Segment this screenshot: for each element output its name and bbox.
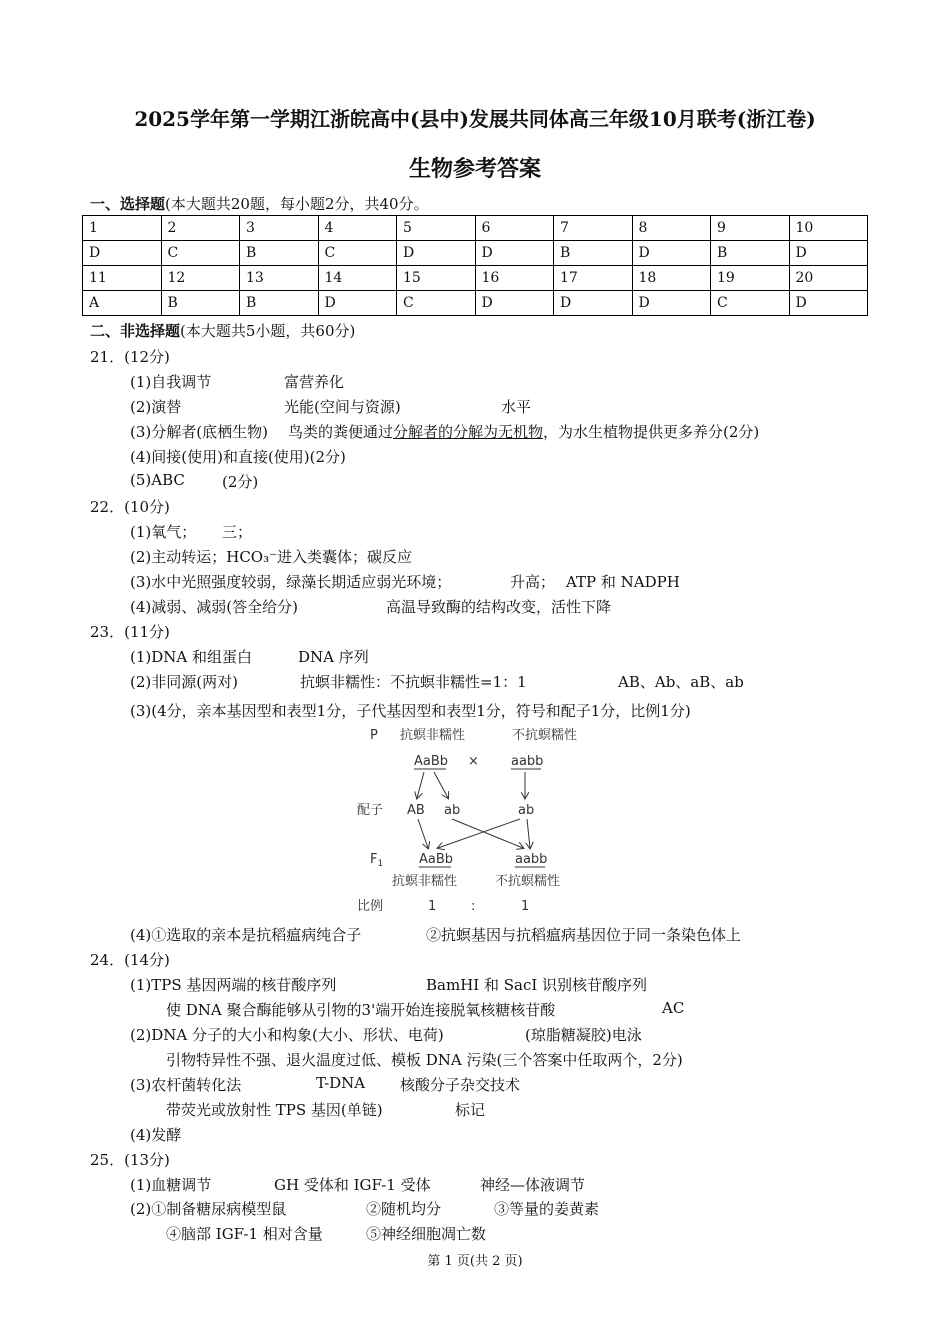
q21-3 <box>130 421 759 442</box>
part1-label: 一、选择题 <box>90 195 166 213</box>
q25-2d: ④脑部 IGF-1 相对含量 <box>166 1225 323 1243</box>
answer-table-cell: B <box>240 291 319 316</box>
answer-table-cell: B <box>711 241 790 266</box>
gamete-ab-1: ab <box>444 803 461 818</box>
child2-genotype: aabb <box>515 852 548 867</box>
answer-table-row <box>83 241 868 266</box>
q23-heading: 23．(11分) <box>90 623 170 641</box>
answer-table-cell: 17 <box>554 266 633 291</box>
part1-desc: (本大题共20题，每小题2分，共40分。 <box>165 195 429 213</box>
answer-table-cell: D <box>475 291 554 316</box>
answer-table-cell: D <box>789 241 868 266</box>
q21-3b: 鸟类的粪便通过 <box>287 423 393 441</box>
q21-3a: (3)分解者(底栖生物) <box>130 423 268 441</box>
q25-2b: ②随机均分 <box>366 1200 442 1218</box>
ratio-label: 比例 <box>357 899 384 914</box>
answer-table-cell: 13 <box>240 266 319 291</box>
answer-table-cell: 19 <box>711 266 790 291</box>
answer-table-cell: 14 <box>318 266 397 291</box>
part2-label: 二、非选择题 <box>90 322 181 340</box>
q24-2c: 引物特异性不强、退火温度过低、模板 DNA 污染(三个答案中任取两个，2分) <box>166 1051 683 1069</box>
q22-1a: (1)氧气； <box>130 523 197 541</box>
q22-4a: (4)减弱、减弱(答全给分) <box>130 598 298 616</box>
q24-4: (4)发酵 <box>130 1126 182 1144</box>
q21-2c: 水平 <box>501 398 532 416</box>
answer-table-cell: 20 <box>789 266 868 291</box>
answer-table-cell: 10 <box>789 216 868 241</box>
q21-2a: (2)演替 <box>130 398 182 416</box>
answer-table-cell: 4 <box>318 216 397 241</box>
answer-table-cell: 3 <box>240 216 319 241</box>
q22-3a: (3)水中光照强度较弱，绿藻长期适应弱光环境； <box>130 573 452 591</box>
answer-table-cell: C <box>161 241 240 266</box>
part1-heading <box>90 193 429 214</box>
answer-table-cell: D <box>318 291 397 316</box>
ratio-colon: : <box>471 899 476 914</box>
answer-table-cell: D <box>475 241 554 266</box>
q22-heading: 22．(10分) <box>90 498 170 516</box>
ratio-2: 1 <box>521 899 530 914</box>
answer-table-cell: 11 <box>83 266 162 291</box>
answer-table-cell: C <box>397 291 476 316</box>
answer-table-cell: 9 <box>711 216 790 241</box>
answer-table-cell: 6 <box>475 216 554 241</box>
q24-1a: (1)TPS 基因两端的核苷酸序列 <box>130 976 337 994</box>
answer-table-cell: C <box>318 241 397 266</box>
answer-table-cell: 5 <box>397 216 476 241</box>
q25-2a: (2)①制备糖尿病模型鼠 <box>130 1200 287 1218</box>
p-label: P <box>370 728 378 743</box>
q24-3e: 标记 <box>455 1101 486 1119</box>
answer-table-cell: 1 <box>83 216 162 241</box>
p2-genotype: aabb <box>511 754 544 769</box>
p2-phenotype: 不抗螟糯性 <box>512 728 578 743</box>
ratio-1: 1 <box>428 899 437 914</box>
q21-4: (4)间接(使用)和直接(使用)(2分) <box>130 448 346 466</box>
page-subtitle: 生物参考答案 <box>408 157 541 182</box>
q24-3d: 带荧光或放射性 TPS 基因(单链) <box>166 1101 383 1119</box>
q25-heading: 25．(13分) <box>90 1151 170 1169</box>
q23-2a: (2)非同源(两对) <box>130 673 238 691</box>
q24-3a: (3)农杆菌转化法 <box>130 1076 242 1094</box>
q24-3c: 核酸分子杂交技术 <box>400 1076 521 1094</box>
q22-3b: 升高； <box>510 573 556 591</box>
q21-heading: 21．(12分) <box>90 348 170 366</box>
answer-table-cell: D <box>554 291 633 316</box>
answer-table-cell: B <box>554 241 633 266</box>
answer-table-row <box>83 266 868 291</box>
q25-1a: (1)血糖调节 <box>130 1176 212 1194</box>
q23-1a: (1)DNA 和组蛋白 <box>130 648 252 666</box>
q24-2b: (琼脂糖凝胶)电泳 <box>525 1026 642 1044</box>
gamete-ab-dominant: AB <box>407 803 425 818</box>
q21-2b: 光能(空间与资源) <box>284 398 401 416</box>
genetic-cross-diagram <box>340 722 630 922</box>
answer-table-cell: 12 <box>161 266 240 291</box>
q25-2c: ③等量的姜黄素 <box>494 1200 600 1218</box>
q24-1d: AC <box>662 999 685 1017</box>
answer-table-cell: 2 <box>161 216 240 241</box>
q23-2b: 抗螟非糯性：不抗螟非糯性=1：1 <box>300 673 527 691</box>
child1-phenotype: 抗螟非糯性 <box>392 874 458 889</box>
answer-table-cell: B <box>240 241 319 266</box>
answer-table <box>82 215 868 316</box>
child1-genotype: AaBb <box>419 852 454 867</box>
q22-1b: 三； <box>222 523 253 541</box>
f1-label: $F_1$ <box>370 852 384 869</box>
q22-2: (2)主动转运；HCO₃⁻进入类囊体；碳反应 <box>130 548 413 566</box>
q24-3b: T-DNA <box>316 1074 366 1092</box>
answer-table-cell: C <box>711 291 790 316</box>
q25-1c: 神经—体液调节 <box>480 1176 586 1194</box>
q23-4b: ②抗螟基因与抗稻瘟病基因位于同一条染色体上 <box>426 926 742 944</box>
answer-table-cell: D <box>632 241 711 266</box>
answer-table-cell: 18 <box>632 266 711 291</box>
q22-4b: 高温导致酶的结构改变，活性下降 <box>386 598 612 616</box>
p1-phenotype: 抗螟非糯性 <box>400 728 466 743</box>
answer-table-cell: 16 <box>475 266 554 291</box>
q24-heading: 24．(14分) <box>90 951 170 969</box>
answer-table-cell: B <box>161 291 240 316</box>
p1-genotype: AaBb <box>414 754 449 769</box>
q24-1c: 使 DNA 聚合酶能够从引物的3'端开始连接脱氧核糖核苷酸 <box>166 1001 556 1019</box>
answer-table-cell: 8 <box>632 216 711 241</box>
page-title: 2025学年第一学期江浙皖高中(县中)发展共同体高三年级10月联考(浙江卷) <box>134 107 816 131</box>
part2-desc: (本大题共5小题，共60分) <box>180 322 356 340</box>
answer-table-cell: D <box>397 241 476 266</box>
answer-table-row <box>83 216 868 241</box>
part2-heading <box>90 320 355 341</box>
q21-3d: ，为水生植物提供更多养分(2分) <box>542 423 760 441</box>
q23-3: (3)(4分，亲本基因型和表型1分，子代基因型和表型1分，符号和配子1分，比例1分) <box>130 702 691 720</box>
q21-3c: 分解者的分解为无机物 <box>392 423 543 441</box>
child2-phenotype: 不抗螟糯性 <box>495 874 561 889</box>
answer-table-cell: D <box>632 291 711 316</box>
page-footer: 第 1 页(共 2 页) <box>427 1254 523 1269</box>
q25-1b: GH 受体和 IGF-1 受体 <box>274 1176 431 1194</box>
q21-5a: (5)ABC <box>130 471 185 489</box>
answer-table-row <box>83 291 868 316</box>
gamete-ab-2: ab <box>518 803 535 818</box>
q23-1b: DNA 序列 <box>298 648 369 666</box>
cross-symbol: × <box>468 754 479 769</box>
answer-table-cell: D <box>789 291 868 316</box>
q25-2e: ⑤神经细胞凋亡数 <box>366 1225 487 1243</box>
q23-4a: (4)①选取的亲本是抗稻瘟病纯合子 <box>130 926 362 944</box>
q24-1b: BamHI 和 SacI 识别核苷酸序列 <box>426 976 648 994</box>
q24-2a: (2)DNA 分子的大小和构象(大小、形状、电荷) <box>130 1026 444 1044</box>
q23-2c: AB、Ab、aB、ab <box>618 673 744 691</box>
answer-table-cell: 7 <box>554 216 633 241</box>
q21-1a: (1)自我调节 <box>130 373 212 391</box>
q21-5b: (2分) <box>222 473 259 491</box>
answer-table-cell: 15 <box>397 266 476 291</box>
answer-table-cell: D <box>83 241 162 266</box>
q21-1b: 富营养化 <box>284 373 345 391</box>
answer-table-cell: A <box>83 291 162 316</box>
q22-3c: ATP 和 NADPH <box>566 573 680 591</box>
gamete-label: 配子 <box>357 803 384 818</box>
